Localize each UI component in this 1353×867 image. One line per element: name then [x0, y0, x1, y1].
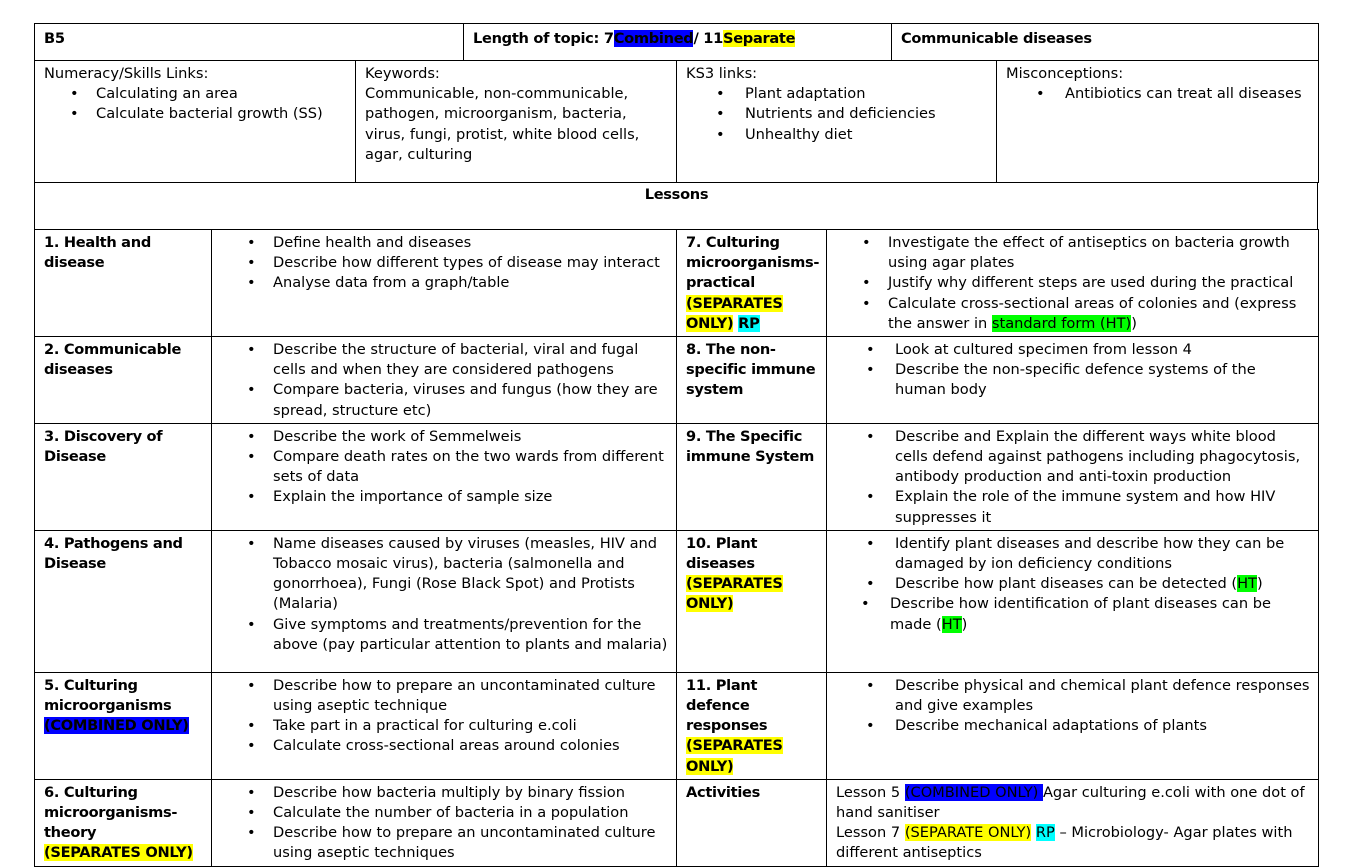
- lesson-title-text: 11. Plant defence responses: [686, 676, 768, 735]
- objective-list: [221, 676, 668, 757]
- list-item: • Describe mechanical adaptations of plants: [895, 716, 1310, 736]
- table-row: [35, 230, 1319, 337]
- activity-line-1: [836, 783, 1310, 823]
- list-item: [895, 574, 1310, 594]
- list-item: • Antibiotics can treat all diseases: [1065, 84, 1310, 104]
- text: Calculate cross-sectional areas of colonies and (express the answer in: [888, 294, 1297, 332]
- text: Describe how plant diseases can be detected (: [895, 575, 1238, 593]
- lesson-11-title: [677, 672, 827, 779]
- lesson-6-objectives: [212, 779, 677, 866]
- rp-tag: RP: [1035, 824, 1055, 842]
- lesson-3-objectives: [212, 423, 677, 530]
- lesson-title-text: 10. Plant diseases: [686, 534, 758, 573]
- rp-tag: RP: [738, 314, 760, 332]
- lessons-table: [34, 229, 1319, 867]
- lessons-title-table: [34, 182, 1318, 230]
- activities-content: [827, 779, 1319, 866]
- objective-list: [836, 340, 1310, 401]
- objective-list: [221, 340, 668, 421]
- table-row: [35, 672, 1319, 779]
- lesson-10-title: [677, 530, 827, 672]
- lesson-4-objectives: [212, 530, 677, 672]
- list-item: • Compare death rates on the two wards from different sets of data: [273, 447, 668, 487]
- list-item: • Identify plant diseases and describe how they can be damaged by ion deficiency conditions: [895, 534, 1310, 574]
- list-item: • Describe and Explain the different ways white blood cells defend against pathogens including phagocytosis, antibody production and anti-toxin production: [895, 427, 1310, 488]
- list-item: • Describe how different types of disease may interact: [273, 253, 668, 273]
- list-item: • Calculate the number of bacteria in a population: [273, 803, 668, 823]
- lesson-1-title: [35, 230, 212, 337]
- topic-title: Communicable diseases: [892, 24, 1319, 61]
- objective-list: [836, 534, 1310, 635]
- separate-label: Separate: [722, 30, 796, 47]
- lesson-4-title: 4. Pathogens and Disease: [35, 530, 212, 672]
- text: ): [1131, 314, 1137, 332]
- list-item: • Calculate cross-sectional areas around colonies: [273, 736, 668, 756]
- misconceptions-list: [1006, 84, 1310, 104]
- list-item: [888, 294, 1310, 334]
- objective-list: [221, 534, 668, 655]
- keywords-title: Keywords:: [365, 65, 440, 82]
- table-row: [35, 530, 1319, 672]
- lesson-3-title: 3. Discovery of Disease: [35, 423, 212, 530]
- list-item: • Compare bacteria, viruses and fungus (how they are spread, structure etc): [273, 380, 668, 420]
- objective-list: [836, 676, 1310, 737]
- list-item: • Unhealthy diet: [745, 125, 988, 145]
- lesson-title-text: 5. Culturing microorganisms: [44, 676, 172, 715]
- length-label: Length of topic: 7: [473, 30, 614, 47]
- separates-tag: (SEPARATES ONLY): [686, 294, 783, 332]
- lesson-5-title: [35, 672, 212, 779]
- lesson-title-text: 7. Culturing microorganisms- practical: [686, 234, 820, 292]
- ht-highlight: standard form (HT): [991, 314, 1132, 332]
- list-item: • Explain the importance of sample size: [273, 487, 668, 507]
- list-item: • Describe how bacteria multiply by binary fission: [273, 783, 668, 803]
- lesson-5-objectives: [212, 672, 677, 779]
- lesson-7-objectives: [827, 230, 1319, 337]
- lesson-9-title: 9. The Specific immune System: [677, 423, 827, 530]
- text: Describe how identification of plant diseases can be made (: [890, 595, 1271, 633]
- objective-list: [836, 233, 1310, 334]
- lesson-title-text: 6. Culturing microorganisms- theory: [44, 783, 178, 842]
- list-item: • Name diseases caused by viruses (measles, HIV and Tobacco mosaic virus), bacteria (salmonella and gonorrhoea), Fungi (Rose Black Spot) and Protists (Malaria): [273, 534, 668, 615]
- separates-tag: (SEPARATES ONLY): [686, 575, 783, 613]
- lessons-heading: Lessons: [35, 183, 1318, 230]
- list-item: • Define health and diseases: [273, 233, 668, 253]
- list-item: • Describe the structure of bacterial, viral and fugal cells and when they are considered pathogens: [273, 340, 668, 380]
- misconceptions-cell: [997, 61, 1319, 183]
- list-item: • Give symptoms and treatments/prevention for the above (pay particular attention to plants and malaria): [273, 615, 668, 655]
- ks3-cell: [677, 61, 997, 183]
- text: ): [1256, 575, 1263, 593]
- numeracy-title: Numeracy/Skills Links:: [44, 65, 209, 82]
- text: – Microbiology- Agar plates with different antiseptics: [836, 824, 1293, 862]
- misconceptions-title: Misconceptions:: [1006, 65, 1124, 82]
- lesson-8-title: 8. The non-specific immune system: [677, 337, 827, 424]
- objective-list: [221, 233, 668, 294]
- ht-highlight: HT: [1237, 575, 1257, 593]
- separate-tag: (SEPARATE ONLY): [904, 824, 1032, 842]
- list-item: • Justify why different steps are used during the practical: [888, 273, 1310, 293]
- list-item: • Calculate bacterial growth (SS): [96, 104, 347, 124]
- lesson-2-objectives: [212, 337, 677, 424]
- objective-list: [836, 427, 1310, 528]
- lesson-10-objectives: [827, 530, 1319, 672]
- curriculum-document: [34, 23, 1318, 867]
- separates-tag: (SEPARATES ONLY): [44, 844, 193, 862]
- list-item: [890, 594, 1310, 634]
- lesson-6-title: [35, 779, 212, 866]
- list-item: • Describe how to prepare an uncontaminated culture using aseptic technique: [273, 676, 668, 716]
- table-row: [35, 423, 1319, 530]
- lesson-11-objectives: [827, 672, 1319, 779]
- objective-list: [221, 783, 668, 864]
- activities-title: Activities: [677, 779, 827, 866]
- list-item: • Explain the role of the immune system and how HIV suppresses it: [895, 487, 1310, 527]
- topic-code: B5: [35, 24, 464, 61]
- list-item: • Investigate the effect of antiseptics on bacteria growth using agar plates: [888, 233, 1310, 273]
- text: Agar culturing e.coli with one dot of hand sanitiser: [836, 783, 1305, 822]
- keywords-text: Communicable, non-communicable, pathogen, microorganism, bacteria, virus, fungi, protist, white blood cells, agar, culturing: [365, 85, 640, 163]
- lesson-title-text: 1. Health and disease: [44, 234, 151, 272]
- separates-tag: (SEPARATES ONLY): [686, 737, 783, 775]
- table-row: [35, 779, 1319, 866]
- list-item: • Analyse data from a graph/table: [273, 273, 668, 293]
- lesson-7-title: [677, 230, 827, 337]
- lesson-1-objectives: [212, 230, 677, 337]
- ks3-list: [686, 84, 988, 145]
- lesson-9-objectives: [827, 423, 1319, 530]
- text: ): [961, 615, 968, 633]
- keywords-cell: [356, 61, 677, 183]
- list-item: • Look at cultured specimen from lesson 4: [895, 340, 1310, 360]
- list-item: • Describe how to prepare an uncontaminated culture using aseptic techniques: [273, 823, 668, 863]
- topic-length: [464, 24, 892, 61]
- list-item: • Calculating an area: [96, 84, 347, 104]
- list-item: • Describe physical and chemical plant defence responses and give examples: [895, 676, 1310, 716]
- numeracy-cell: [35, 61, 356, 183]
- length-separator: / 11: [693, 30, 723, 47]
- ht-highlight: HT: [941, 615, 962, 633]
- header-table: [34, 23, 1319, 61]
- lesson-2-title: 2. Communicable diseases: [35, 337, 212, 424]
- links-table: [34, 60, 1319, 183]
- list-item: • Plant adaptation: [745, 84, 988, 104]
- numeracy-list: [44, 84, 347, 124]
- combined-tag: (COMBINED ONLY): [904, 783, 1043, 801]
- list-item: • Describe the work of Semmelweis: [273, 427, 668, 447]
- ks3-title: KS3 links:: [686, 65, 758, 82]
- list-item: • Take part in a practical for culturing e.coli: [273, 716, 668, 736]
- table-row: [35, 337, 1319, 424]
- text: Lesson 5: [836, 783, 905, 801]
- combined-label: Combined: [613, 30, 694, 47]
- text: Lesson 7: [836, 824, 905, 842]
- activity-line-2: [836, 823, 1310, 863]
- objective-list: [221, 427, 668, 508]
- list-item: • Nutrients and deficiencies: [745, 104, 988, 124]
- list-item: • Describe the non-specific defence systems of the human body: [895, 360, 1310, 400]
- combined-tag: (COMBINED ONLY): [44, 717, 189, 735]
- lesson-8-objectives: [827, 337, 1319, 424]
